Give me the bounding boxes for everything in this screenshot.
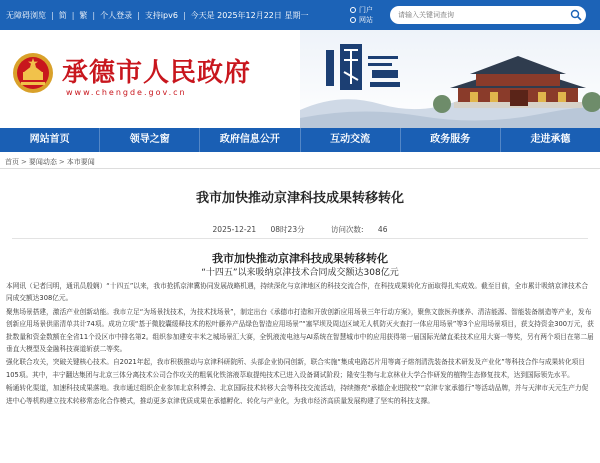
ipv6-support-label: 支持ipv6 [144,11,178,20]
breadcrumb-local-news[interactable]: 本市要闻 [66,158,95,166]
article-paragraph: 聚焦场景搭建，激活产业创新动能。我市立足“为场景找技术，为技术找场景”，制定出台《承德市打造和开放创新应用场景三年行动方案》，聚焦文旅医养康养、清洁能源、智能装备制造等产业，发布创新应用场景供需清单共计74项。成功立项“基于微胶囊缓释技术的松叶藤养产品绿色智造应用场景”“塞罕坝及周边区域无人机防灭火查打一体应用场景”等3个应用场景项目，获支持资金300万元，获批数量和资金数额在全省11个设区市中排名第2。组织参加建安丰米之城场景汇大赛，全钒液流电池与AI系统在智慧城市中的应用获得第一届国际光储直柔技术应用大赛一等奖，另有两个项目在第二届垂直大模型及金融科技赛道斩获二等奖。 [6,307,594,354]
radio-icon [350,7,356,13]
breadcrumb [5,157,95,167]
nav-item-about-chengde[interactable]: 走进承德 [530,134,571,145]
accessibility-link[interactable]: 无障碍浏览 [6,11,46,20]
article-paragraph: 本网讯（记者闫明，通讯员殷娴）“十四五”以来，我市抢抓京津冀协同发展战略机遇，持续深化与京津地区的科技交流合作，在科技成果转化方面取得扎实成效。截至目前，全市累计吸纳京津技术合同成交额达308亿元。 [6,282,589,303]
article-paragraph: 畅通转化渠道，加速科技成果落地。我市通过组织企业参加北京科博会、北京国际技术转移大会等科技交流活动，持续擦亮“承德企业进院校”“京津专家承德行”等活动品牌，并与天津市天元生产力促进中心等机构建立技术转移常态化合作模式，推动更多京津优质成果在承德孵化、转化与产业化，为我市经济高质量发展构建了坚实的科技支撑。 [6,384,589,405]
search-input[interactable] [398,9,558,21]
portal-option[interactable]: 门户 [350,5,373,15]
breadcrumb-separator: > [21,158,27,166]
article-body [6,280,594,408]
top-utility-bar [0,0,600,30]
separator: | [137,11,140,20]
separator: | [182,11,186,20]
breadcrumb-news[interactable]: 要闻动态 [28,158,57,166]
breadcrumb-separator: > [58,158,65,166]
nav-item-services[interactable]: 政务服务 [401,128,501,152]
simplified-chinese-link[interactable]: 简 [58,11,67,20]
personal-login-link[interactable]: 个人登录 [100,11,133,20]
article-headline: 我市加快推动京津科技成果转移转化 [212,252,388,265]
divider [0,168,600,169]
article-title: 我市加快推动京津科技成果转移转化 [195,191,404,206]
nav-item-interaction[interactable]: 互动交流 [301,128,401,152]
nav-item-leaders[interactable]: 领导之窗 [100,128,200,152]
main-nav [0,128,600,152]
portal-switch [350,5,373,25]
separator: | [92,11,96,20]
nav-item-home[interactable]: 网站首页 [0,128,100,152]
site-domain: www.chengde.gov.cn [66,88,187,97]
separator: | [51,11,54,20]
national-emblem-icon[interactable] [12,52,54,94]
traditional-chinese-link[interactable]: 繁 [79,11,88,20]
site-name[interactable]: 承德市人民政府 [62,58,252,88]
chengde-landmark-banner [300,30,600,128]
utility-links [6,10,308,21]
radio-icon [350,17,356,23]
current-date: 今天是 2025年12月22日 星期一 [190,11,309,20]
view-count: 访问次数: 46 [331,225,388,234]
search-icon[interactable] [570,9,582,21]
article-subheadline: “十四五”以来吸纳京津技术合同成交额达308亿元 [201,268,399,278]
breadcrumb-home[interactable]: 首页 [5,158,19,166]
article-paragraph: 强化联合攻关，突破关键核心技术。自2021年起，我市积极推动与京津科研院所、头部企业协同创新，联合实施“集成电路芯片用等离子熔剂清洗装备技术研发及产业化”等科技合作与成果转化项目105项。其中，丰宁翻达集团与北京三体分离技术公司合作攻关的粗氧化铁溶液萃取提纯技术已进入设备调试阶段；隆安生物与北京林业大学合作研发的植物生态修复技术，达到国际领先水平。 [6,358,586,379]
website-option[interactable]: 网站 [350,15,373,25]
nav-item-gov-info[interactable]: 政府信息公开 [200,128,300,152]
article-meta [0,224,600,235]
publish-date: 2025-12-21 08时23分 [212,225,305,234]
search-box [390,6,586,24]
site-header [0,30,600,128]
divider [12,238,588,239]
separator: | [71,11,75,20]
